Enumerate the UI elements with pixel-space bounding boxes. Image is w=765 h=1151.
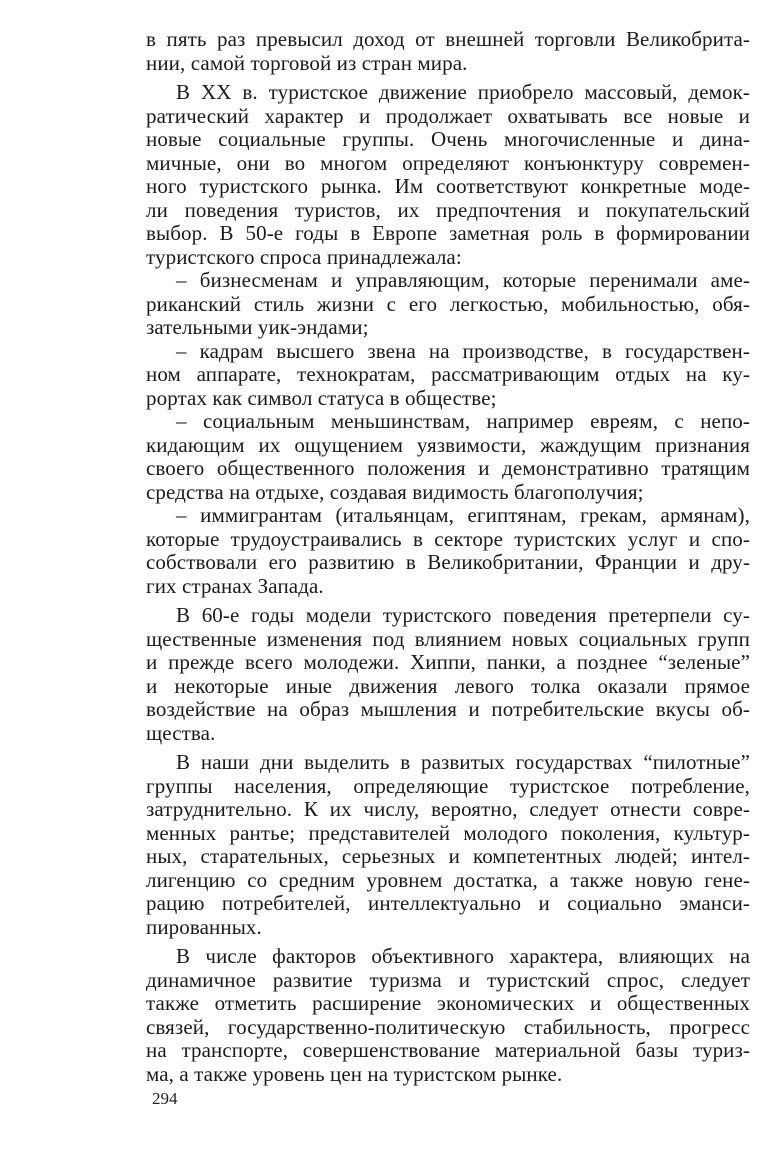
text-line: В наши дни выделить в развитых государствах “пилотные” <box>176 750 750 774</box>
page-body <box>146 28 750 1086</box>
text-line: риканский стиль жизни с его легкостью, мобильностью, обя- <box>146 291 750 316</box>
text-line: ратический характер и продолжает охватывать все новые и <box>146 103 750 128</box>
text-line: затруднительно. К их числу, вероятно, следует отнести совре- <box>146 797 750 821</box>
text-line: и некоторые иные движения левого толка оказали прямое <box>146 673 750 698</box>
paragraph <box>146 945 750 1086</box>
text-line: средства на отдыхе, создавая видимость благополучия; <box>146 479 644 504</box>
text-line: ном аппарате, технократам, рассматривающим отдых на ку- <box>146 362 750 386</box>
list-item <box>146 410 750 504</box>
text-line: менных рантье; представителей молодого поколения, культур- <box>146 820 750 845</box>
text-line: гих странах Запада. <box>146 573 324 598</box>
text-line: в пять раз превысил доход от внешней торговли Великобрита- <box>146 27 750 51</box>
text-line: ных, старательных, серьезных и компетентных людей; интел- <box>146 844 750 868</box>
text-line: лигенцию со средним уровнем достатка, а также новую гене- <box>146 867 750 892</box>
list-item <box>146 340 750 411</box>
text-line: воздействие на образ мышления и потребительские вкусы об- <box>146 697 750 721</box>
text-line: мичные, они во многом определяют конъюнктуру современ- <box>146 150 750 175</box>
text-line: новые социальные группы. Очень многочисленные и дина- <box>146 127 750 151</box>
list-item <box>146 504 750 598</box>
text-line: рортах как символ статуса в обществе; <box>146 385 497 410</box>
text-line: щественные изменения под влиянием новых социальных групп <box>146 626 750 651</box>
text-line: пированных. <box>146 914 262 939</box>
text-line: В XX в. туристское движение приобрело массовый, демок- <box>176 80 750 104</box>
text-line: выбор. В 50-е годы в Европе заметная роль в формировании <box>146 221 750 245</box>
text-line: также отметить расширение экономических и общественных <box>146 991 750 1015</box>
text-line: ли поведения туристов, их предпочтения и покупательский <box>146 197 750 222</box>
paragraph <box>146 604 750 745</box>
text-line: нии, самой торговой из стран мира. <box>146 50 468 75</box>
paragraph <box>146 28 750 75</box>
text-line: В числе факторов объективного характера, влияющих на <box>176 944 750 968</box>
text-line: своего общественного положения и демонстративно тратящим <box>146 456 750 480</box>
text-line: – бизнесменам и управляющим, которые перенимали аме- <box>176 268 750 292</box>
text-line: которые трудоустраивались в секторе туристских услуг и спо- <box>146 526 750 551</box>
text-line: связей, государственно-политическую стабильность, прогресс <box>146 1014 750 1039</box>
text-line: ма, а также уровень цен на туристском рынке. <box>146 1061 563 1086</box>
list-item <box>146 269 750 340</box>
text-line: кидающим их ощущением уязвимости, жаждущим признания <box>146 432 750 457</box>
text-line: динамичное развитие туризма и туристский спрос, следует <box>146 967 750 992</box>
text-line: и прежде всего молодежи. Хиппи, панки, а позднее “зеленые” <box>146 650 750 674</box>
paragraph <box>146 81 750 269</box>
text-line: ного туристского рынка. Им соответствуют конкретные моде- <box>146 174 750 198</box>
paragraph <box>146 751 750 939</box>
text-line: – кадрам высшего звена на производстве, в государствен- <box>176 338 750 363</box>
text-line: зательными уик-эндами; <box>146 315 369 339</box>
text-line: – иммигрантам (итальянцам, египтянам, грекам, армянам), <box>176 503 750 527</box>
text-line: – социальным меньшинствам, например евреям, с непо- <box>176 409 750 433</box>
text-line: В 60-е годы модели туристского поведения претерпели су- <box>176 603 750 627</box>
text-line: группы населения, определяющие туристское потребление, <box>146 773 750 798</box>
text-line: собствовали его развитию в Великобритании, Франции и дру- <box>146 550 750 574</box>
text-line: щества. <box>146 720 216 745</box>
text-line: рацию потребителей, интеллектуально и социально эманси- <box>146 891 750 915</box>
text-line: на транспорте, совершенствование материальной базы туриз- <box>146 1038 750 1062</box>
text-line: туристского спроса принадлежала: <box>146 244 462 269</box>
page-number: 294 <box>152 1089 178 1108</box>
